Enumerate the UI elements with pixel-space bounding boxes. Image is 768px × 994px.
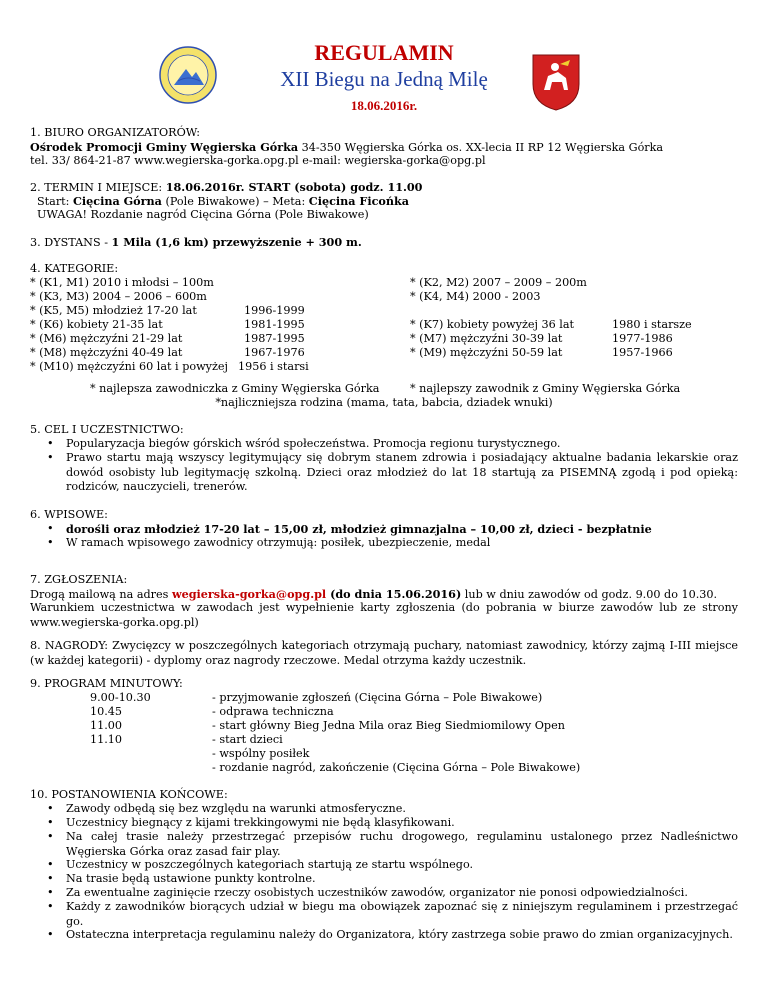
schedule-desc: - start dzieci (212, 733, 283, 746)
schedule-time: 11.00 (90, 719, 123, 732)
bullet-icon: • (47, 900, 54, 913)
section-1-heading: 1. BIURO ORGANIZATORÓW: (30, 126, 201, 139)
category-years: 1981-1995 (244, 318, 305, 331)
category-years: 1996-1999 (244, 304, 305, 317)
section-2-label: 2. TERMIN I MIEJSCE: (30, 181, 166, 194)
final-provision: Na całej trasie należy przestrzegać przepisów ruchu drogowego, regulaminu ustalonego przez Nadleśnictwo Węgierska Górka oraz zasad fair play. (66, 830, 738, 858)
registration-email-link[interactable]: wegierska-gorka@opg.pl (171, 587, 327, 601)
schedule-desc: - start główny Bieg Jedna Mila oraz Bieg Siedmiomilowy Open (212, 719, 565, 732)
bullet-icon: • (47, 928, 54, 941)
category-years: 1956 i starsi (238, 360, 309, 373)
category-years: 1987-1995 (244, 332, 305, 345)
category-item: * (M6) mężczyźni 21-29 lat (30, 332, 183, 345)
distance-value: 1 Mila (1,6 km) przewyższenie + 300 m. (111, 235, 362, 249)
schedule-time: 11.10 (90, 733, 123, 746)
schedule-time: 10.45 (90, 705, 123, 718)
category-years: 1977-1986 (612, 332, 673, 345)
section-5-heading: 5. CEL I UCZESTNICTWO: (30, 423, 184, 436)
section-7-heading: 7. ZGŁOSZENIA: (30, 573, 128, 586)
organizer-name: Ośrodek Promocji Gminy Węgierska Górka (30, 140, 299, 154)
category-item: * (K4, M4) 2000 - 2003 (410, 290, 541, 303)
start-label: Start: (37, 195, 73, 208)
category-years: 1967-1976 (244, 346, 305, 359)
section-3-label: 3. DYSTANS - (30, 236, 112, 249)
schedule-desc: - przyjmowanie zgłoszeń (Cięcina Górna – Pole Biwakowe) (212, 691, 543, 704)
organizer-address: 34-350 Węgierska Górka os. XX-lecia II RP 12 Węgierska Górka (298, 141, 664, 154)
goal-item: Popularyzacja biegów górskich wśród społeczeństwa. Promocja regionu turystycznego. (66, 437, 561, 450)
start-rest: (Pole Biwakowe) – Meta: (161, 195, 309, 208)
special-category: *najliczniejsza rodzina (mama, tata, babcia, dziadek wnuki) (215, 396, 553, 409)
category-item: * (K1, M1) 2010 i młodsi – 100m (30, 276, 214, 289)
entry-fee: dorośli oraz młodzież 17-20 lat – 15,00 zł, młodzież gimnazjalna – 10,00 zł, dzieci - bezpłatnie (66, 522, 652, 536)
category-item: * (K2, M2) 2007 – 2009 – 200m (410, 276, 587, 289)
category-item: * (M7) mężczyźni 30-39 lat (410, 332, 563, 345)
category-item: * (M9) mężczyźni 50-59 lat (410, 346, 563, 359)
document-title: REGULAMIN (314, 40, 454, 65)
finish-place: Cięcina Ficońka (308, 194, 410, 208)
category-item: * (K5, M5) młodzież 17-20 lat (30, 304, 197, 317)
final-provision: Uczestnicy w poszczególnych kategoriach startują ze startu wspólnego. (66, 858, 474, 871)
bullet-icon: • (47, 802, 54, 815)
event-date: 18.06.2016r. (350, 98, 418, 113)
schedule-time: 9.00-10.30 (90, 691, 151, 704)
section-1-contact: tel. 33/ 864-21-87 www.wegierska-gorka.opg.pl e-mail: wegierska-gorka@opg.pl (30, 154, 486, 167)
category-item: * (M10) mężczyźni 60 lat i powyżej (30, 360, 228, 373)
section-8-prizes: 8. NAGRODY: Zwycięzcy w poszczególnych kategoriach otrzymają puchary, natomiast zawodnicy, którzy zajmą I-III miejsce (w każdej kategorii) - dyplomy oraz nagrody rzeczowe. Medal otrzyma każdy uczestnik. (30, 639, 738, 667)
schedule-desc: - rozdanie nagród, zakończenie (Cięcina Górna – Pole Biwakowe) (212, 761, 581, 774)
category-item: * (K3, M3) 2004 – 2006 – 600m (30, 290, 207, 303)
section-2-datetime: 18.06.2016r. START (sobota) godz. 11.00 (165, 180, 423, 194)
final-provision: Każdy z zawodników biorących udział w biegu ma obowiązek zapoznać się z niniejszym regulaminem i przestrzegać go. (66, 900, 738, 928)
bullet-icon: • (47, 872, 54, 885)
bullet-icon: • (47, 536, 54, 549)
final-provision: Uczestnicy biegnący z kijami trekkingowymi nie będą klasyfikowani. (66, 816, 455, 829)
fee-includes: W ramach wpisowego zawodnicy otrzymują: posiłek, ubezpieczenie, medal (66, 536, 491, 549)
bullet-icon: • (47, 437, 54, 450)
final-provision: Zawody odbędą się bez względu na warunki atmosferyczne. (66, 802, 406, 815)
section-6-heading: 6. WPISOWE: (30, 508, 108, 521)
bullet-icon: • (47, 451, 54, 464)
schedule-desc: - odprawa techniczna (212, 705, 334, 718)
category-item: * (K7) kobiety powyżej 36 lat (410, 318, 575, 331)
category-years: 1957-1966 (612, 346, 673, 359)
bullet-icon: • (47, 858, 54, 871)
category-item: * (M8) mężczyźni 40-49 lat (30, 346, 183, 359)
registration-conditions: Warunkiem uczestnictwa w zawodach jest wypełnienie karty zgłoszenia (do pobrania w biurze zawodów lub ze strony www.wegierska-gorka.opg.pl) (30, 601, 738, 629)
category-years: 1980 i starsze (612, 318, 692, 331)
section-3-distance (30, 235, 362, 251)
section-2-note: UWAGA! Rozdanie nagród Cięcina Górna (Pole Biwakowe) (37, 208, 369, 221)
final-provision: Za ewentualne zaginięcie rzeczy osobistych uczestników zawodów, organizator nie ponosi odpowiedzialności. (66, 886, 688, 899)
bullet-icon: • (47, 816, 54, 829)
final-provision: Na trasie będą ustawione punkty kontrolne. (66, 872, 316, 885)
bullet-icon: • (47, 522, 54, 535)
registration-deadline: (do dnia 15.06.2016) (326, 587, 462, 601)
document-subtitle: XII Biegu na Jedną Milę (280, 67, 488, 91)
special-category: * najlepsza zawodniczka z Gminy Węgierska Górka (90, 382, 380, 395)
bullet-icon: • (47, 830, 54, 843)
category-item: * (K6) kobiety 21-35 lat (30, 318, 163, 331)
section-10-heading: 10. POSTANOWIENIA KOŃCOWE: (30, 788, 228, 801)
schedule-desc: - wspólny posiłek (212, 747, 310, 760)
section-4-heading: 4. KATEGORIE: (30, 262, 119, 275)
start-place: Cięcina Górna (73, 194, 162, 208)
final-provision: Ostateczna interpretacja regulaminu należy do Organizatora, który zastrzega sobie prawo do zmian organizacyjnych. (66, 928, 733, 941)
registration-rest: lub w dniu zawodów od godz. 9.00 do 10.30. (461, 588, 718, 601)
bullet-icon: • (47, 886, 54, 899)
section-9-heading: 9. PROGRAM MINUTOWY: (30, 677, 183, 690)
participation-rules: Prawo startu mają wszyscy legitymujący się dobrym stanem zdrowia i posiadający aktualne badania lekarskie oraz dowód osobisty lub legitymację szkolną. Dzieci oraz młodzież do lat 18 startują za PISEMNĄ zgodą i pod opieką: rodziców, nauczycieli, trenerów. (66, 451, 738, 493)
special-category: * najlepszy zawodnik z Gminy Węgierska Górka (410, 382, 681, 395)
registration-prefix: Drogą mailową na adres (30, 588, 172, 601)
